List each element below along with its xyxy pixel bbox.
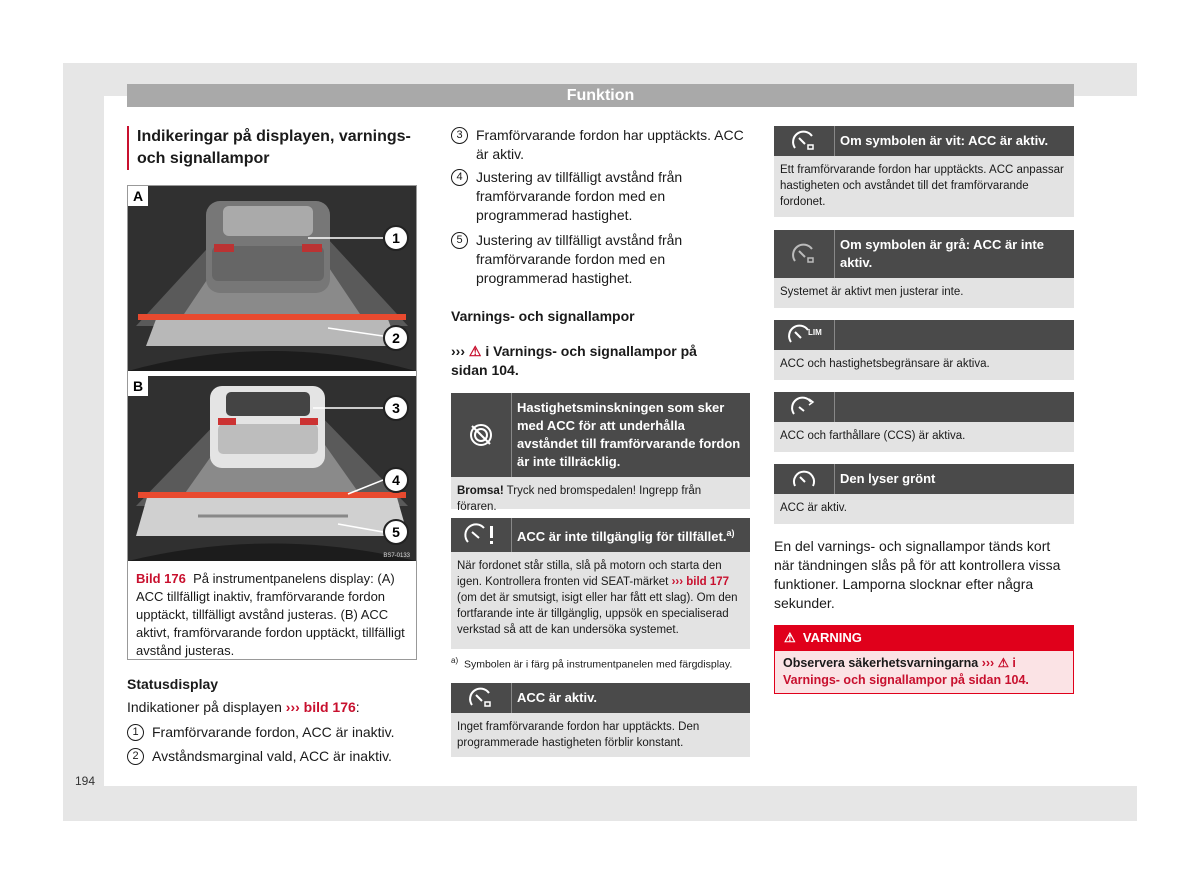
caption-label: Bild 176 bbox=[136, 571, 186, 586]
panel-a-illustration bbox=[128, 186, 416, 371]
warning-lights-ref[interactable] bbox=[451, 342, 726, 380]
figure-176 bbox=[127, 185, 417, 660]
callout-1-label: 1 bbox=[392, 230, 400, 246]
warning-triangle-icon: ⚠ bbox=[784, 630, 796, 645]
cruise-control-icon bbox=[774, 392, 835, 422]
callout-4 bbox=[384, 468, 408, 492]
brake-warning-box-body bbox=[451, 477, 750, 513]
acc-active-box-header bbox=[451, 683, 750, 713]
acc-icon bbox=[774, 230, 835, 278]
panel-b-illustration bbox=[128, 376, 416, 561]
list-item-4 bbox=[451, 168, 751, 225]
figure-panel-b bbox=[128, 376, 416, 561]
item-text: Avståndsmarginal vald, ACC är inaktiv. bbox=[152, 748, 392, 764]
statusdisplay-colon: : bbox=[355, 699, 360, 715]
warning-body bbox=[774, 650, 1074, 694]
item-text: Justering av tillfälligt avstånd från framförvarande fordon med en programmerad hastighet. bbox=[476, 232, 683, 286]
list-item-3 bbox=[451, 126, 751, 164]
item-number: 5 bbox=[451, 232, 468, 249]
list-item-2 bbox=[127, 747, 427, 766]
callout-5-label: 5 bbox=[392, 524, 400, 540]
right-box-2-body: Systemet är aktivt men justerar inte. bbox=[774, 278, 1074, 308]
footnote bbox=[451, 656, 751, 671]
warning-label: VARNING bbox=[802, 630, 862, 645]
brake-warning-box-header bbox=[451, 393, 750, 477]
item-number: 3 bbox=[451, 127, 468, 144]
right-box-5-header bbox=[774, 464, 1074, 494]
figure-code: BS7-0133 bbox=[383, 553, 410, 559]
footnote-mark: a) bbox=[451, 656, 459, 665]
panel-a-letter: A bbox=[128, 186, 148, 206]
right-box-3-header bbox=[774, 320, 1074, 350]
box-body-bold: Bromsa! bbox=[457, 485, 504, 497]
callout-2-label: 2 bbox=[392, 330, 400, 346]
list-item-1 bbox=[127, 723, 427, 742]
box-body-start: När fordonet står stilla, slå på motorn och starta den igen. Kontrollera fronten vid SEAT-märket bbox=[457, 560, 722, 588]
warning-lights-heading: Varnings- och signallampor bbox=[451, 308, 635, 324]
callout-3 bbox=[384, 396, 408, 420]
acc-unavailable-box-body bbox=[451, 552, 750, 649]
acc-unavailable-box-header bbox=[451, 518, 750, 552]
acc-icon bbox=[774, 126, 835, 156]
footnote-marker: a) bbox=[726, 527, 735, 538]
item-text: Framförvarande fordon har upptäckts. ACC är aktiv. bbox=[476, 127, 744, 162]
acc-active-box-body: Inget framförvarande fordon har upptäckts. Den programmerade hastigheten förblir konstant. bbox=[451, 713, 750, 757]
footnote-text: Symbolen är i färg på instrumentpanelen med färgdisplay. bbox=[463, 658, 733, 671]
bild-176-link[interactable]: ››› bild 176 bbox=[285, 699, 356, 715]
item-text: Justering av tillfälligt avstånd från framförvarande fordon med en programmerad hastighet. bbox=[476, 169, 683, 223]
figure-caption bbox=[136, 570, 412, 660]
figure-panel-a bbox=[128, 186, 416, 371]
box-title bbox=[517, 524, 742, 546]
svg-text:LIM: LIM bbox=[808, 328, 822, 337]
right-box-5-body: ACC är aktiv. bbox=[774, 494, 1074, 524]
ref-text: i Varnings- och signallampor på sidan 104. bbox=[451, 343, 697, 378]
box-title: Om symbolen är grå: ACC är inte aktiv. bbox=[840, 237, 1044, 270]
list-item-5 bbox=[451, 231, 751, 288]
warning-ref-link[interactable]: ››› ⚠ i Varnings- och signallampor på sidan 104. bbox=[783, 656, 1029, 687]
right-box-2-header bbox=[774, 230, 1074, 278]
box-title-text: ACC är inte tillgänglig för tillfället. bbox=[517, 529, 727, 545]
bild-177-link[interactable]: ››› bild 177 bbox=[671, 576, 730, 588]
callout-5 bbox=[384, 520, 408, 544]
callout-2 bbox=[384, 326, 408, 350]
item-number: 2 bbox=[127, 748, 144, 765]
warning-header bbox=[774, 625, 1074, 650]
callout-3-label: 3 bbox=[392, 400, 400, 416]
item-text: Framförvarande fordon, ACC är inaktiv. bbox=[152, 724, 395, 740]
section-title: Indikeringar på displayen, varnings- och signallampor bbox=[127, 126, 427, 170]
box-title: Hastighetsminskningen som sker med ACC för att underhålla avståndet till framförvarande fordon är inte tillräcklig. bbox=[517, 400, 741, 469]
box-title: Om symbolen är vit: ACC är aktiv. bbox=[840, 133, 1049, 148]
item-number: 4 bbox=[451, 169, 468, 186]
speedometer-icon bbox=[774, 464, 835, 494]
callout-1 bbox=[384, 226, 408, 250]
brake-warning-icon bbox=[451, 393, 512, 477]
statusdisplay-intro bbox=[127, 698, 427, 717]
box-body-text: Tryck ned bromspedalen! Ingrepp från föraren. bbox=[457, 485, 702, 513]
box-title: Den lyser grönt bbox=[840, 471, 936, 486]
statusdisplay-intro-text: Indikationer på displayen bbox=[127, 699, 282, 715]
right-box-1-body: Ett framförvarande fordon har upptäckts. ACC anpassar hastigheten och avståndet till det framförvarande fordonet. bbox=[774, 156, 1074, 217]
right-paragraph: En del varnings- och signallampor tänds kort när tändningen slås på för att kontrollera vissa funktioner. Lamporna slocknar efter några sekunder. bbox=[774, 538, 1061, 611]
warning-triangle-icon: ⚠ bbox=[468, 343, 482, 359]
callout-4-label: 4 bbox=[392, 472, 400, 488]
right-box-4-header bbox=[774, 392, 1074, 422]
statusdisplay-heading: Statusdisplay bbox=[127, 676, 219, 692]
warning-text: Observera säkerhetsvarningarna bbox=[783, 656, 979, 670]
box-title: ACC är aktiv. bbox=[517, 690, 597, 705]
caption-text: På instrumentpanelens display: (A) ACC tillfälligt inaktiv, framförvarande fordon upptäckt, tillfälligt avstånd justeras. (B) ACC aktivt, framförvarande fordon upptäckt, tillfälligt avstånd justeras. bbox=[136, 571, 405, 658]
box-body-end: (om det är smutsigt, isigt eller har fått ett slag). Om den fortfarande inte är tillgänglig, uppsök en specialiserad verkstad så att de kan undersöka systemet. bbox=[457, 592, 738, 636]
acc-exclamation-icon bbox=[451, 518, 512, 552]
acc-icon bbox=[451, 683, 512, 713]
chapter-header: Funktion bbox=[127, 84, 1074, 107]
item-number: 1 bbox=[127, 724, 144, 741]
right-box-3-body: ACC och hastighetsbegränsare är aktiva. bbox=[774, 350, 1074, 380]
panel-b-letter: B bbox=[128, 376, 148, 396]
ref-arrows: ››› bbox=[451, 343, 465, 359]
acc-limiter-icon bbox=[774, 320, 835, 350]
right-box-1-header bbox=[774, 126, 1074, 156]
right-box-4-body: ACC och farthållare (CCS) är aktiva. bbox=[774, 422, 1074, 452]
page-number: 194 bbox=[75, 774, 96, 788]
